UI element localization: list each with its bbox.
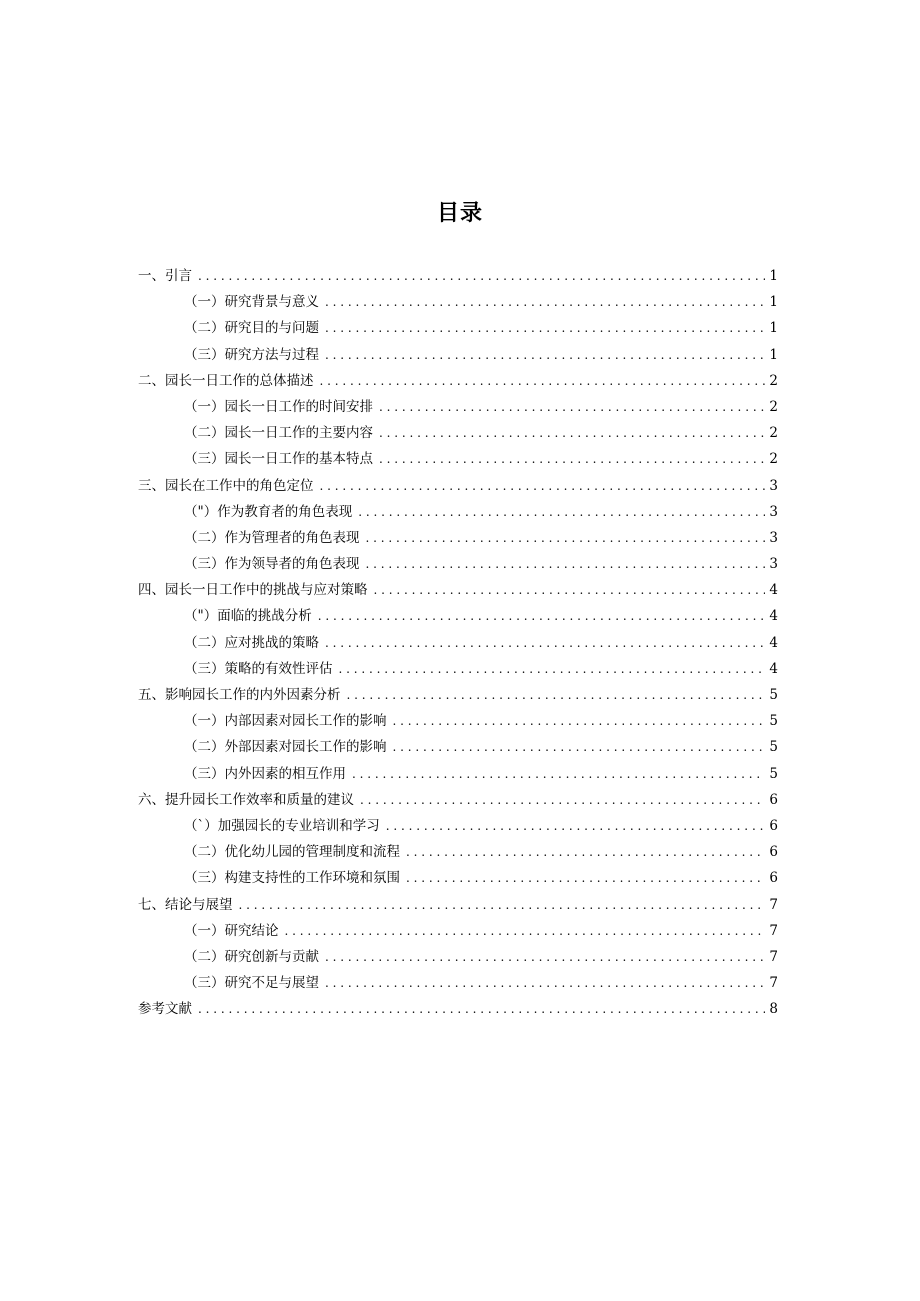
toc-dot-leader xyxy=(366,551,766,577)
toc-entry-section[interactable] xyxy=(138,918,778,944)
toc-entry-text: （三）研究方法与过程 xyxy=(184,346,319,363)
toc-entry-text: （三）研究不足与展望 xyxy=(184,975,319,992)
toc-dot-leader xyxy=(360,787,765,813)
toc-entry-section[interactable] xyxy=(138,734,778,760)
toc-page-number: 1 xyxy=(769,320,778,337)
toc-page-number: 2 xyxy=(769,372,778,389)
toc-entry-text: 三、园长在工作中的角色定位 xyxy=(138,477,314,494)
toc-page-number: 1 xyxy=(769,294,778,311)
toc-entry-text: （三）内外因素的相互作用 xyxy=(184,765,346,782)
toc-page-number: 7 xyxy=(769,948,778,965)
toc-page-number: 2 xyxy=(769,398,778,415)
toc-entry-text: 五、影响园长工作的内外因素分析 xyxy=(138,687,341,703)
toc-entry-section[interactable] xyxy=(138,315,778,341)
toc-entry-chapter[interactable] xyxy=(138,577,778,603)
toc-dot-leader xyxy=(393,708,766,734)
toc-entry-section[interactable] xyxy=(138,761,778,787)
toc-page-number: 3 xyxy=(769,503,778,520)
toc-dot-leader xyxy=(318,603,766,629)
toc-entry-chapter[interactable] xyxy=(138,787,778,813)
toc-dot-leader xyxy=(406,865,765,891)
toc-dot-leader xyxy=(325,970,765,996)
toc-entry-section[interactable] xyxy=(138,839,778,865)
toc-dot-leader xyxy=(379,446,765,472)
toc-entry-text: 六、提升园长工作效率和质量的建议 xyxy=(138,791,354,808)
toc-entry-section[interactable] xyxy=(138,865,778,891)
toc-entry-text: （一）内部因素对园长工作的影响 xyxy=(184,713,387,730)
toc-entry-section[interactable] xyxy=(138,603,778,629)
toc-page-number: 4 xyxy=(769,608,778,625)
toc-entry-text: （二）应对挑战的策略 xyxy=(184,634,319,651)
toc-page-number: 7 xyxy=(769,922,778,939)
toc-entry-chapter[interactable] xyxy=(138,263,778,289)
toc-dot-leader xyxy=(320,473,766,499)
toc-entry-section[interactable] xyxy=(138,289,778,315)
toc-dot-leader xyxy=(406,839,765,865)
toc-dot-leader xyxy=(379,420,765,446)
toc-page-number: 3 xyxy=(769,556,778,573)
toc-dot-leader xyxy=(325,289,765,315)
table-of-contents xyxy=(138,263,778,1022)
toc-entry-text: （二）研究目的与问题 xyxy=(184,320,319,337)
toc-dot-leader xyxy=(198,996,765,1022)
toc-entry-text: （"）作为教育者的角色表现 xyxy=(184,503,353,520)
toc-entry-section[interactable] xyxy=(138,656,778,682)
toc-page-number: 6 xyxy=(769,844,778,861)
toc-page-number: 5 xyxy=(769,713,778,730)
toc-dot-leader xyxy=(325,342,765,368)
toc-entry-text: （"）面临的挑战分析 xyxy=(184,608,312,625)
toc-entry-text: （二）作为管理者的角色表现 xyxy=(184,529,360,546)
toc-entry-text: 四、园长一日工作中的挑战与应对策略 xyxy=(138,582,368,599)
toc-entry-text: （三）策略的有效性评估 xyxy=(184,660,333,677)
toc-page-number: 1 xyxy=(769,346,778,363)
toc-dot-leader xyxy=(325,315,765,341)
toc-page-number: 6 xyxy=(769,817,778,834)
toc-entry-text: （一）园长一日工作的时间安排 xyxy=(184,398,373,415)
toc-entry-text: （二）外部因素对园长工作的影响 xyxy=(184,739,387,756)
toc-entry-section[interactable] xyxy=(138,944,778,970)
toc-page-number: 1 xyxy=(769,268,778,284)
toc-dot-leader xyxy=(239,892,766,918)
toc-page-number: 6 xyxy=(769,870,778,887)
toc-page-number: 7 xyxy=(769,975,778,992)
toc-page-number: 4 xyxy=(769,660,778,677)
toc-entry-chapter[interactable] xyxy=(138,892,778,918)
toc-entry-text: （三）构建支持性的工作环境和氛围 xyxy=(184,870,400,887)
toc-page-number: 8 xyxy=(769,1001,778,1018)
toc-entry-text: 参考文献 xyxy=(138,1001,192,1018)
toc-entry-section[interactable] xyxy=(138,708,778,734)
toc-dot-leader xyxy=(374,577,766,603)
toc-page-number: 6 xyxy=(769,791,778,808)
toc-entry-section[interactable] xyxy=(138,813,778,839)
toc-entry-text: （二）园长一日工作的主要内容 xyxy=(184,425,373,442)
toc-page-number: 3 xyxy=(769,477,778,494)
toc-entry-text: 一、引言 xyxy=(138,268,192,284)
toc-dot-leader xyxy=(386,813,766,839)
toc-entry-section[interactable] xyxy=(138,525,778,551)
toc-entry-text: （三）作为领导者的角色表现 xyxy=(184,556,360,573)
toc-entry-chapter[interactable] xyxy=(138,473,778,499)
toc-entry-section[interactable] xyxy=(138,551,778,577)
toc-entry-section[interactable] xyxy=(138,970,778,996)
toc-entry-section[interactable] xyxy=(138,342,778,368)
toc-dot-leader xyxy=(366,525,766,551)
toc-dot-leader xyxy=(347,682,766,708)
toc-dot-leader xyxy=(325,944,765,970)
toc-dot-leader xyxy=(198,263,765,289)
toc-title: 目录 xyxy=(436,201,483,226)
toc-entry-section[interactable] xyxy=(138,499,778,525)
toc-dot-leader xyxy=(339,656,766,682)
toc-page-number: 5 xyxy=(769,765,778,782)
toc-page-number: 4 xyxy=(769,582,778,599)
toc-page-number: 7 xyxy=(769,896,778,913)
toc-entry-text: （三）园长一日工作的基本特点 xyxy=(184,451,373,468)
toc-dot-leader xyxy=(320,368,766,394)
toc-dot-leader xyxy=(393,734,766,760)
toc-entry-text: 二、园长一日工作的总体描述 xyxy=(138,372,314,389)
toc-entry-chapter[interactable] xyxy=(138,682,778,708)
toc-entry-text: （一）研究结论 xyxy=(184,922,279,939)
toc-entry-chapter[interactable] xyxy=(138,996,778,1022)
toc-dot-leader xyxy=(285,918,766,944)
toc-entry-text: （二）研究创新与贡献 xyxy=(184,948,319,965)
toc-entry-section[interactable] xyxy=(138,420,778,446)
toc-page-number: 4 xyxy=(769,634,778,651)
toc-entry-text: （二）优化幼儿园的管理制度和流程 xyxy=(184,844,400,861)
toc-dot-leader xyxy=(358,499,765,525)
toc-page-number: 5 xyxy=(769,687,778,703)
toc-page-number: 2 xyxy=(769,451,778,468)
toc-dot-leader xyxy=(352,761,765,787)
toc-entry-text: （一）研究背景与意义 xyxy=(184,294,319,311)
toc-entry-text: （`）加强园长的专业培训和学习 xyxy=(184,817,380,834)
toc-entry-text: 七、结论与展望 xyxy=(138,896,233,913)
toc-dot-leader xyxy=(379,394,765,420)
toc-dot-leader xyxy=(325,630,765,656)
toc-page-number: 2 xyxy=(769,425,778,442)
toc-entry-chapter[interactable] xyxy=(138,368,778,394)
toc-page-number: 3 xyxy=(769,529,778,546)
toc-page-number: 5 xyxy=(769,739,778,756)
toc-entry-section[interactable] xyxy=(138,394,778,420)
toc-entry-section[interactable] xyxy=(138,630,778,656)
toc-entry-section[interactable] xyxy=(138,446,778,472)
